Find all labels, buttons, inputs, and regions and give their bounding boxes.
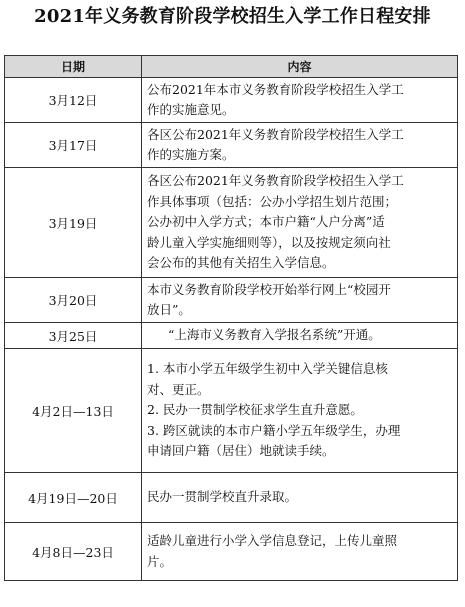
table-header-row: [5, 56, 458, 78]
row-date: 3月12日: [5, 78, 142, 123]
content-line: 作的实施方案。: [147, 147, 235, 162]
table-row: [5, 523, 458, 581]
row-content: [142, 123, 458, 168]
row-content: [142, 349, 458, 473]
content-line: 公布2021年本市义务教育阶段学校招生入学工: [147, 81, 404, 97]
table-row: [5, 278, 458, 323]
content-line: 龄儿童入学实施细则等），以及按规定须向社: [147, 234, 391, 250]
content-line: 民办一贯制学校直升录取。: [147, 489, 298, 505]
content-line: 各区公布2021年义务教育阶段学校招生入学工: [147, 126, 404, 142]
content-line: 2. 民办一贯制学校征求学生直升意愿。: [147, 402, 363, 418]
row-date: 3月25日: [5, 323, 142, 349]
content-line: 申请回户籍（居住）地就读手续。: [147, 443, 335, 459]
row-date: 3月20日: [5, 278, 142, 323]
content-line: 适龄儿童进行小学入学信息登记，上传儿童照: [147, 533, 398, 548]
table-row: [5, 123, 458, 168]
content-line: 3. 跨区就读的本市户籍小学五年级学生，办理: [147, 422, 401, 438]
table-row: [5, 473, 458, 523]
row-date: 4月8日—23日: [5, 523, 142, 581]
content-line: “上海市义务教育入学报名系统”开通。: [168, 327, 381, 343]
schedule-table: [4, 55, 458, 581]
row-content: [142, 523, 458, 581]
content-line: 作的实施意见。: [147, 102, 235, 117]
row-date: 4月2日—13日: [5, 349, 142, 473]
content-line: 作具体事项（包括：公办小学招生划片范围；: [147, 193, 398, 209]
table-row: [5, 323, 458, 349]
page-title: 2021年义务教育阶段学校招生入学工作日程安排: [34, 6, 431, 27]
content-line: 本市义务教育阶段学校开始举行网上“校园开: [147, 281, 391, 297]
content-line: 放日”。: [147, 302, 191, 317]
row-content: [142, 168, 458, 278]
content-line: 会公布的其他有关招生入学信息。: [147, 255, 335, 271]
table-row: [5, 78, 458, 123]
content-line: 片。: [147, 553, 173, 569]
row-content: [142, 473, 458, 523]
table-row: [5, 168, 458, 278]
row-date: 4月19日—20日: [5, 473, 142, 523]
table-row: [5, 349, 458, 473]
content-line: 各区公布2021年义务教育阶段学校招生入学工: [147, 173, 404, 189]
column-header-date: 日期: [5, 56, 142, 78]
content-line: 对、更正。: [147, 381, 210, 397]
column-header-content: 内容: [142, 56, 458, 78]
row-content: [142, 323, 458, 349]
content-line: 1. 本市小学五年级学生初中入学关键信息核: [147, 361, 388, 377]
row-content: [142, 278, 458, 323]
row-content: [142, 78, 458, 123]
row-date: 3月17日: [5, 123, 142, 168]
row-date: 3月19日: [5, 168, 142, 278]
content-line: 公办初中入学方式；本市户籍“人户分离”适: [147, 214, 385, 230]
